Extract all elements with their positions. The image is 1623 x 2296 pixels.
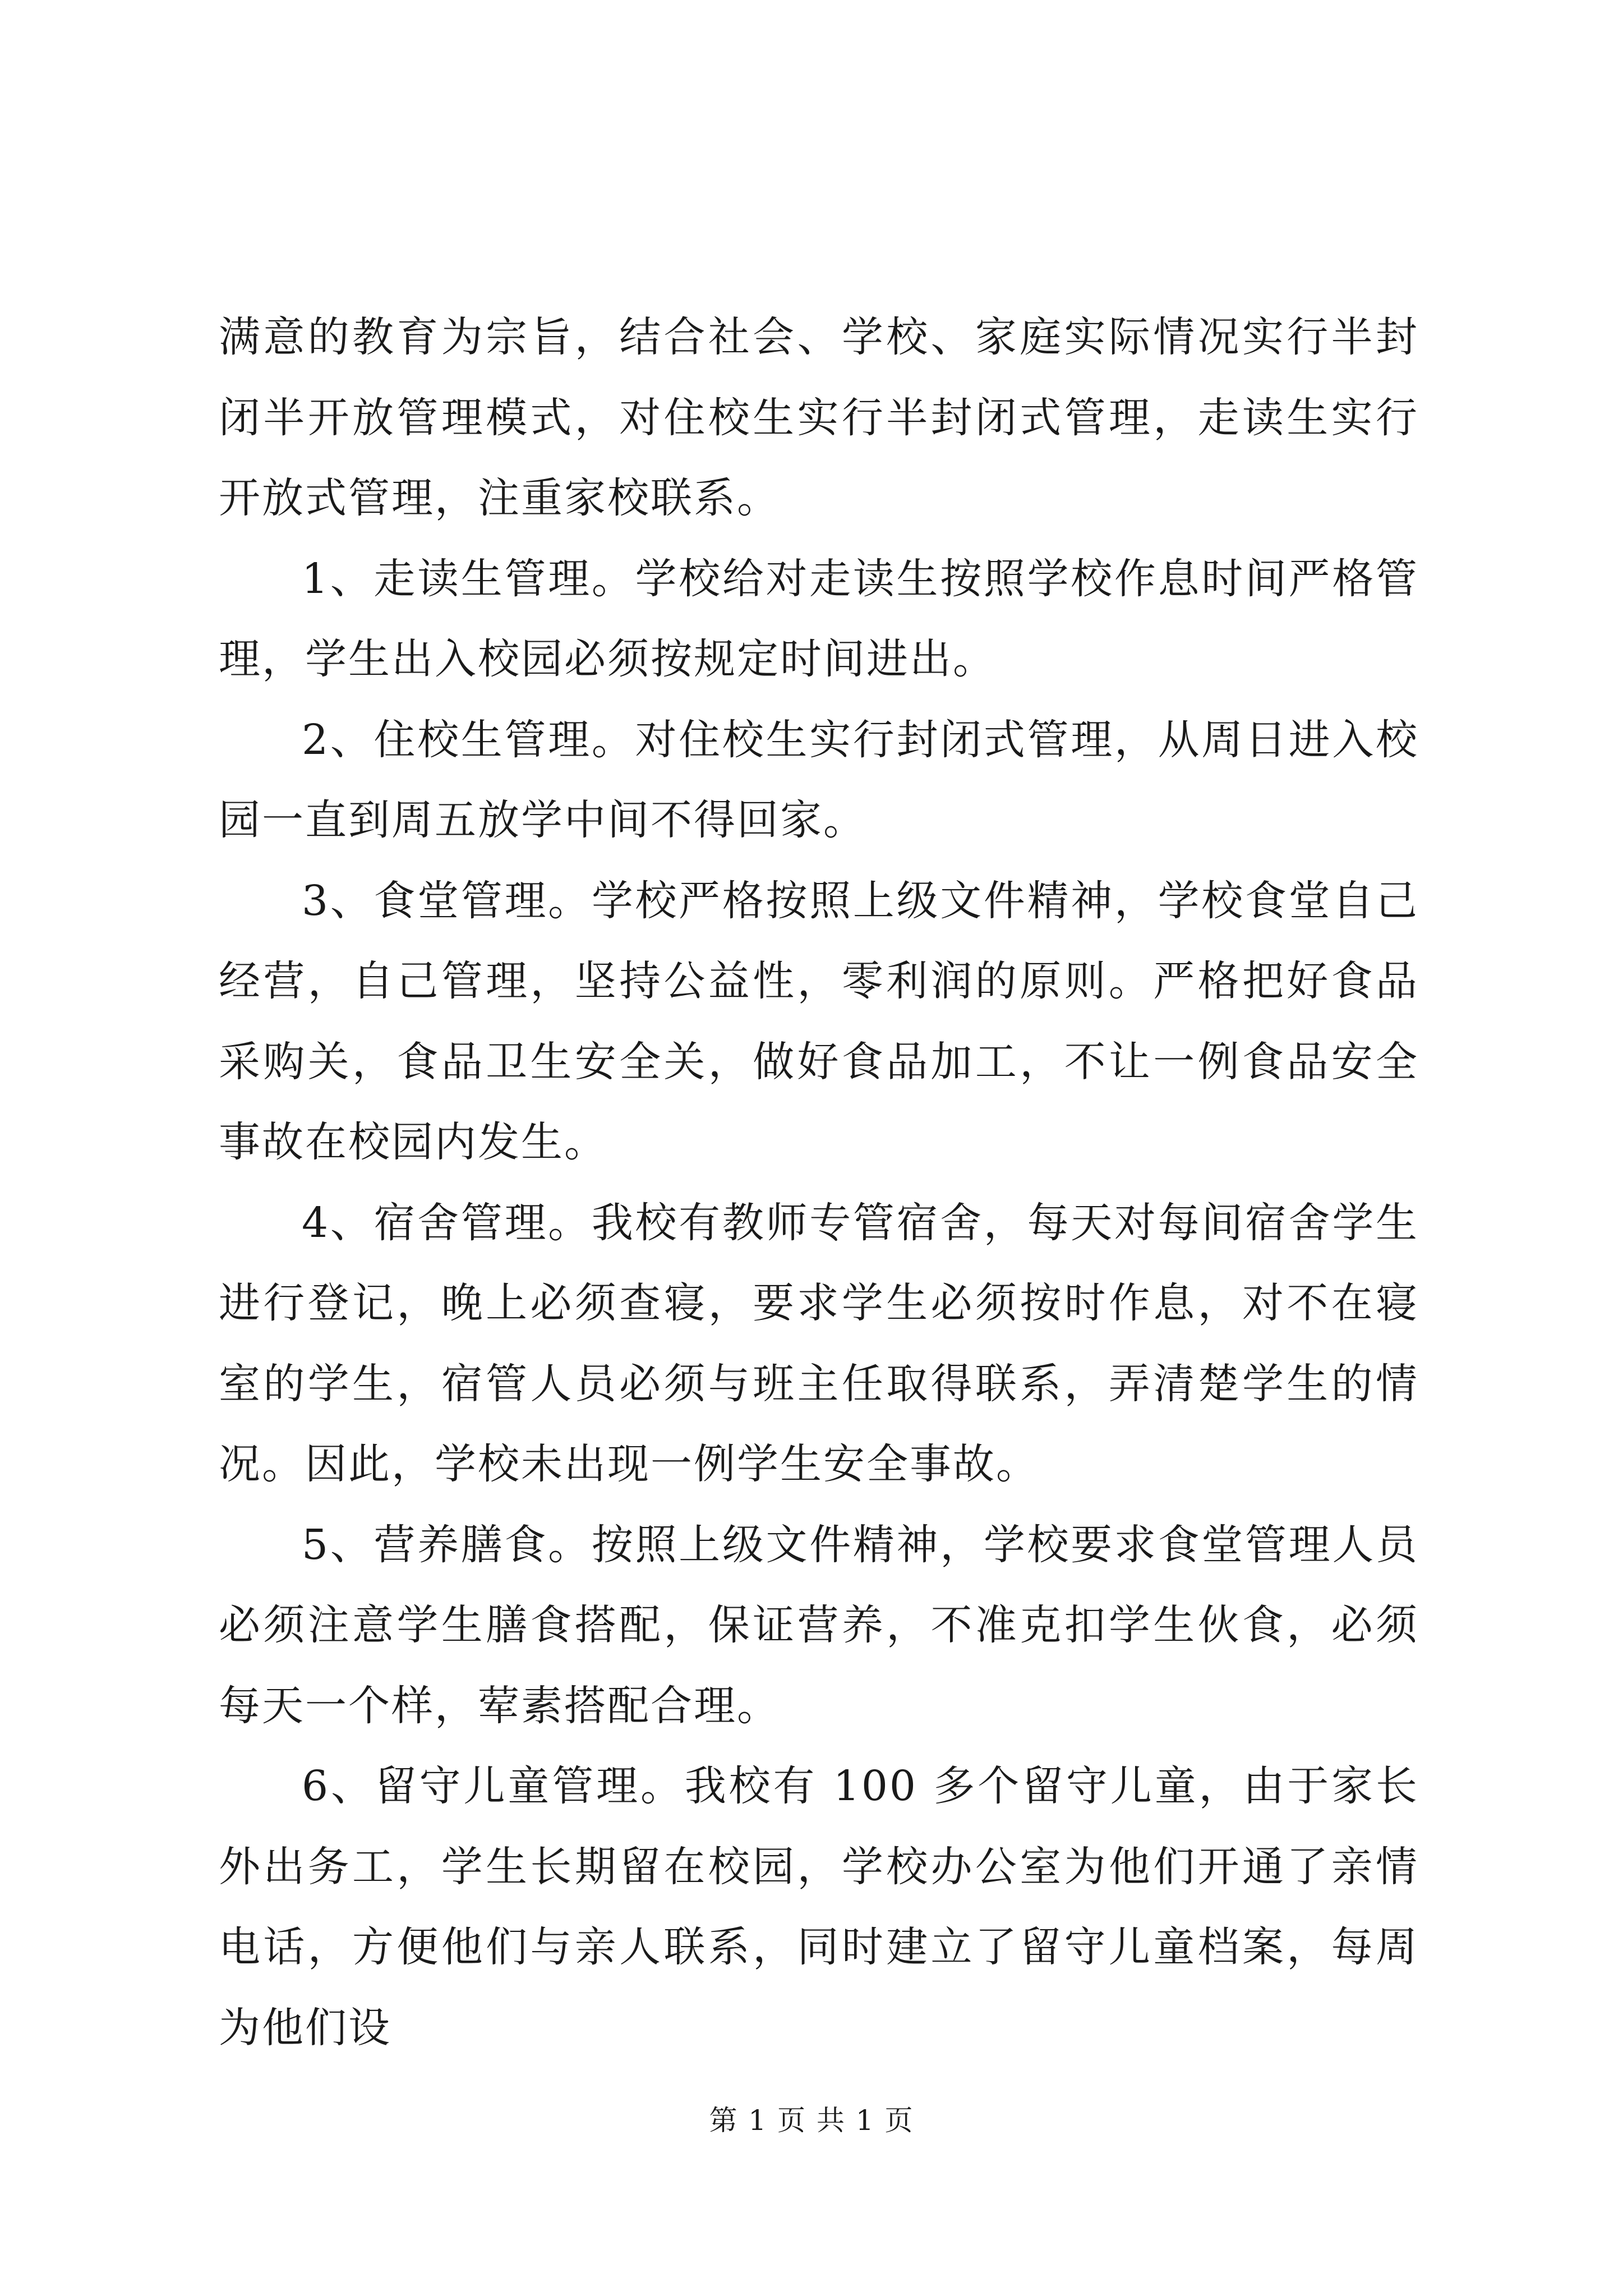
paragraph-dormitory-management: 4、宿舍管理。我校有教师专管宿舍，每天对每间宿舍学生进行登记，晚上必须查寝，要求学生必须按时作息，对不在寝室的学生，宿管人员必须与班主任取得联系，弄清楚学生的情况。因此，学校未出现一例学生安全事故。 [219, 1198, 1419, 1488]
paragraph-canteen-management: 3、食堂管理。学校严格按照上级文件精神，学校食堂自己经营，自己管理，坚持公益性，零利润的原则。严格把好食品采购关，食品卫生安全关，做好食品加工，不让一例食品安全事故在校园内发生。 [219, 876, 1419, 1166]
page-footer: 第 1 页 共 1 页 [709, 2104, 914, 2137]
paragraph-nutrition-meals: 5、营养膳食。按照上级文件精神，学校要求食堂管理人员必须注意学生膳食搭配，保证营养，不准克扣学生伙食，必须每天一个样，荤素搭配合理。 [219, 1520, 1419, 1730]
paragraph-intro: 满意的教育为宗旨，结合社会、学校、家庭实际情况实行半封闭半开放管理模式，对住校生实行半封闭式管理，走读生实行开放式管理，注重家校联系。 [219, 313, 1419, 522]
document-body [219, 297, 1419, 2068]
paragraph-boarding-student-management: 2、住校生管理。对住校生实行封闭式管理，从周日进入校园一直到周五放学中间不得回家。 [219, 715, 1419, 844]
paragraph-day-student-management: 1、走读生管理。学校给对走读生按照学校作息时间严格管理，学生出入校园必须按规定时间进出。 [219, 554, 1419, 683]
paragraph-left-behind-children: 6、留守儿童管理。我校有 100 多个留守儿童，由于家长外出务工，学生长期留在校园，学校办公室为他们开通了亲情电话，方便他们与亲人联系，同时建立了留守儿童档案，每周为他们设 [219, 1762, 1419, 2052]
